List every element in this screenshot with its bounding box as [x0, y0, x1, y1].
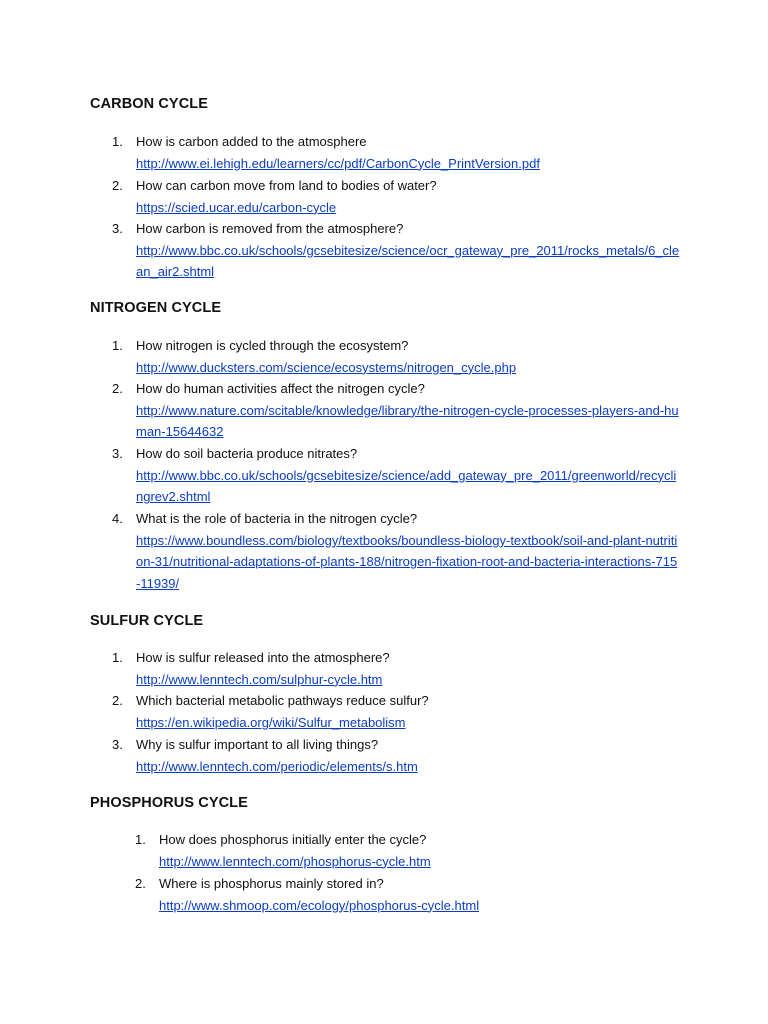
item-number: 3. [112, 446, 123, 461]
resource-link[interactable]: https://www.boundless.com/biology/textbooks/boundless-biology-textbook/soil-and-plant-nutrition-31/nutritional-adaptations-of-plants-188/nitrogen-fixation-root-and-bacteria-interactions-715-11939/ [136, 532, 678, 592]
list-item [112, 647, 696, 690]
item-number: 2. [112, 693, 123, 708]
list-item [112, 131, 696, 174]
list-item [112, 690, 696, 733]
question-text: How do human activities affect the nitrogen cycle? [136, 381, 425, 396]
item-number: 2. [112, 381, 123, 396]
question-text: How do soil bacteria produce nitrates? [136, 446, 358, 461]
list-item [112, 508, 696, 595]
resource-link[interactable]: https://scied.ucar.edu/carbon-cycle [136, 199, 337, 215]
section-title-phosphorus-cycle: PHOSPHORUS CYCLE [90, 795, 248, 811]
resource-link[interactable]: https://en.wikipedia.org/wiki/Sulfur_metabolism [136, 714, 406, 730]
question-text: How is carbon added to the atmosphere [136, 134, 367, 149]
list-item [112, 175, 696, 218]
resource-link[interactable]: http://www.ducksters.com/science/ecosystems/nitrogen_cycle.php [136, 359, 517, 375]
resource-link[interactable]: http://www.lenntech.com/sulphur-cycle.htm [136, 671, 383, 687]
question-text: Why is sulfur important to all living things? [136, 737, 379, 752]
question-text: How carbon is removed from the atmosphere? [136, 221, 404, 236]
resource-link[interactable]: http://www.bbc.co.uk/schools/gcsebitesize/science/add_gateway_pre_2011/greenworld/recyclingrev2.shtml [136, 467, 677, 505]
resource-link[interactable]: http://www.shmoop.com/ecology/phosphorus-cycle.html [159, 897, 480, 913]
item-number: 1. [112, 650, 123, 665]
question-text: What is the role of bacteria in the nitrogen cycle? [136, 511, 418, 526]
item-number: 2. [112, 178, 123, 193]
section-title-sulfur-cycle: SULFUR CYCLE [90, 613, 204, 629]
question-text: Where is phosphorus mainly stored in? [159, 876, 384, 891]
question-text: How is sulfur released into the atmosphere? [136, 650, 390, 665]
question-text: Which bacterial metabolic pathways reduce sulfur? [136, 693, 429, 708]
item-number: 4. [112, 511, 123, 526]
question-text: How can carbon move from land to bodies of water? [136, 178, 437, 193]
section-title-nitrogen-cycle: NITROGEN CYCLE [90, 300, 222, 316]
list-item [135, 829, 719, 872]
list-item [112, 335, 696, 378]
section-title-carbon-cycle: CARBON CYCLE [90, 96, 209, 112]
item-number: 2. [135, 876, 146, 891]
item-number: 1. [112, 134, 123, 149]
list-item [112, 734, 696, 777]
resource-link[interactable]: http://www.bbc.co.uk/schools/gcsebitesize/science/ocr_gateway_pre_2011/rocks_metals/6_clean_air2.shtml [136, 242, 680, 280]
resource-link[interactable]: http://www.nature.com/scitable/knowledge/library/the-nitrogen-cycle-processes-players-and-human-15644632 [136, 402, 679, 440]
resource-link[interactable]: http://www.ei.lehigh.edu/learners/cc/pdf/CarbonCycle_PrintVersion.pdf [136, 155, 540, 171]
resource-link[interactable]: http://www.lenntech.com/phosphorus-cycle.htm [159, 853, 431, 869]
resource-link[interactable]: http://www.lenntech.com/periodic/elements/s.htm [136, 758, 418, 774]
item-number: 1. [112, 338, 123, 353]
list-item [112, 218, 696, 283]
list-item [112, 378, 696, 443]
question-text: How nitrogen is cycled through the ecosystem? [136, 338, 409, 353]
item-number: 3. [112, 221, 123, 236]
list-item [112, 443, 696, 508]
question-text: How does phosphorus initially enter the cycle? [159, 832, 427, 847]
list-item [135, 873, 719, 916]
item-number: 3. [112, 737, 123, 752]
item-number: 1. [135, 832, 146, 847]
